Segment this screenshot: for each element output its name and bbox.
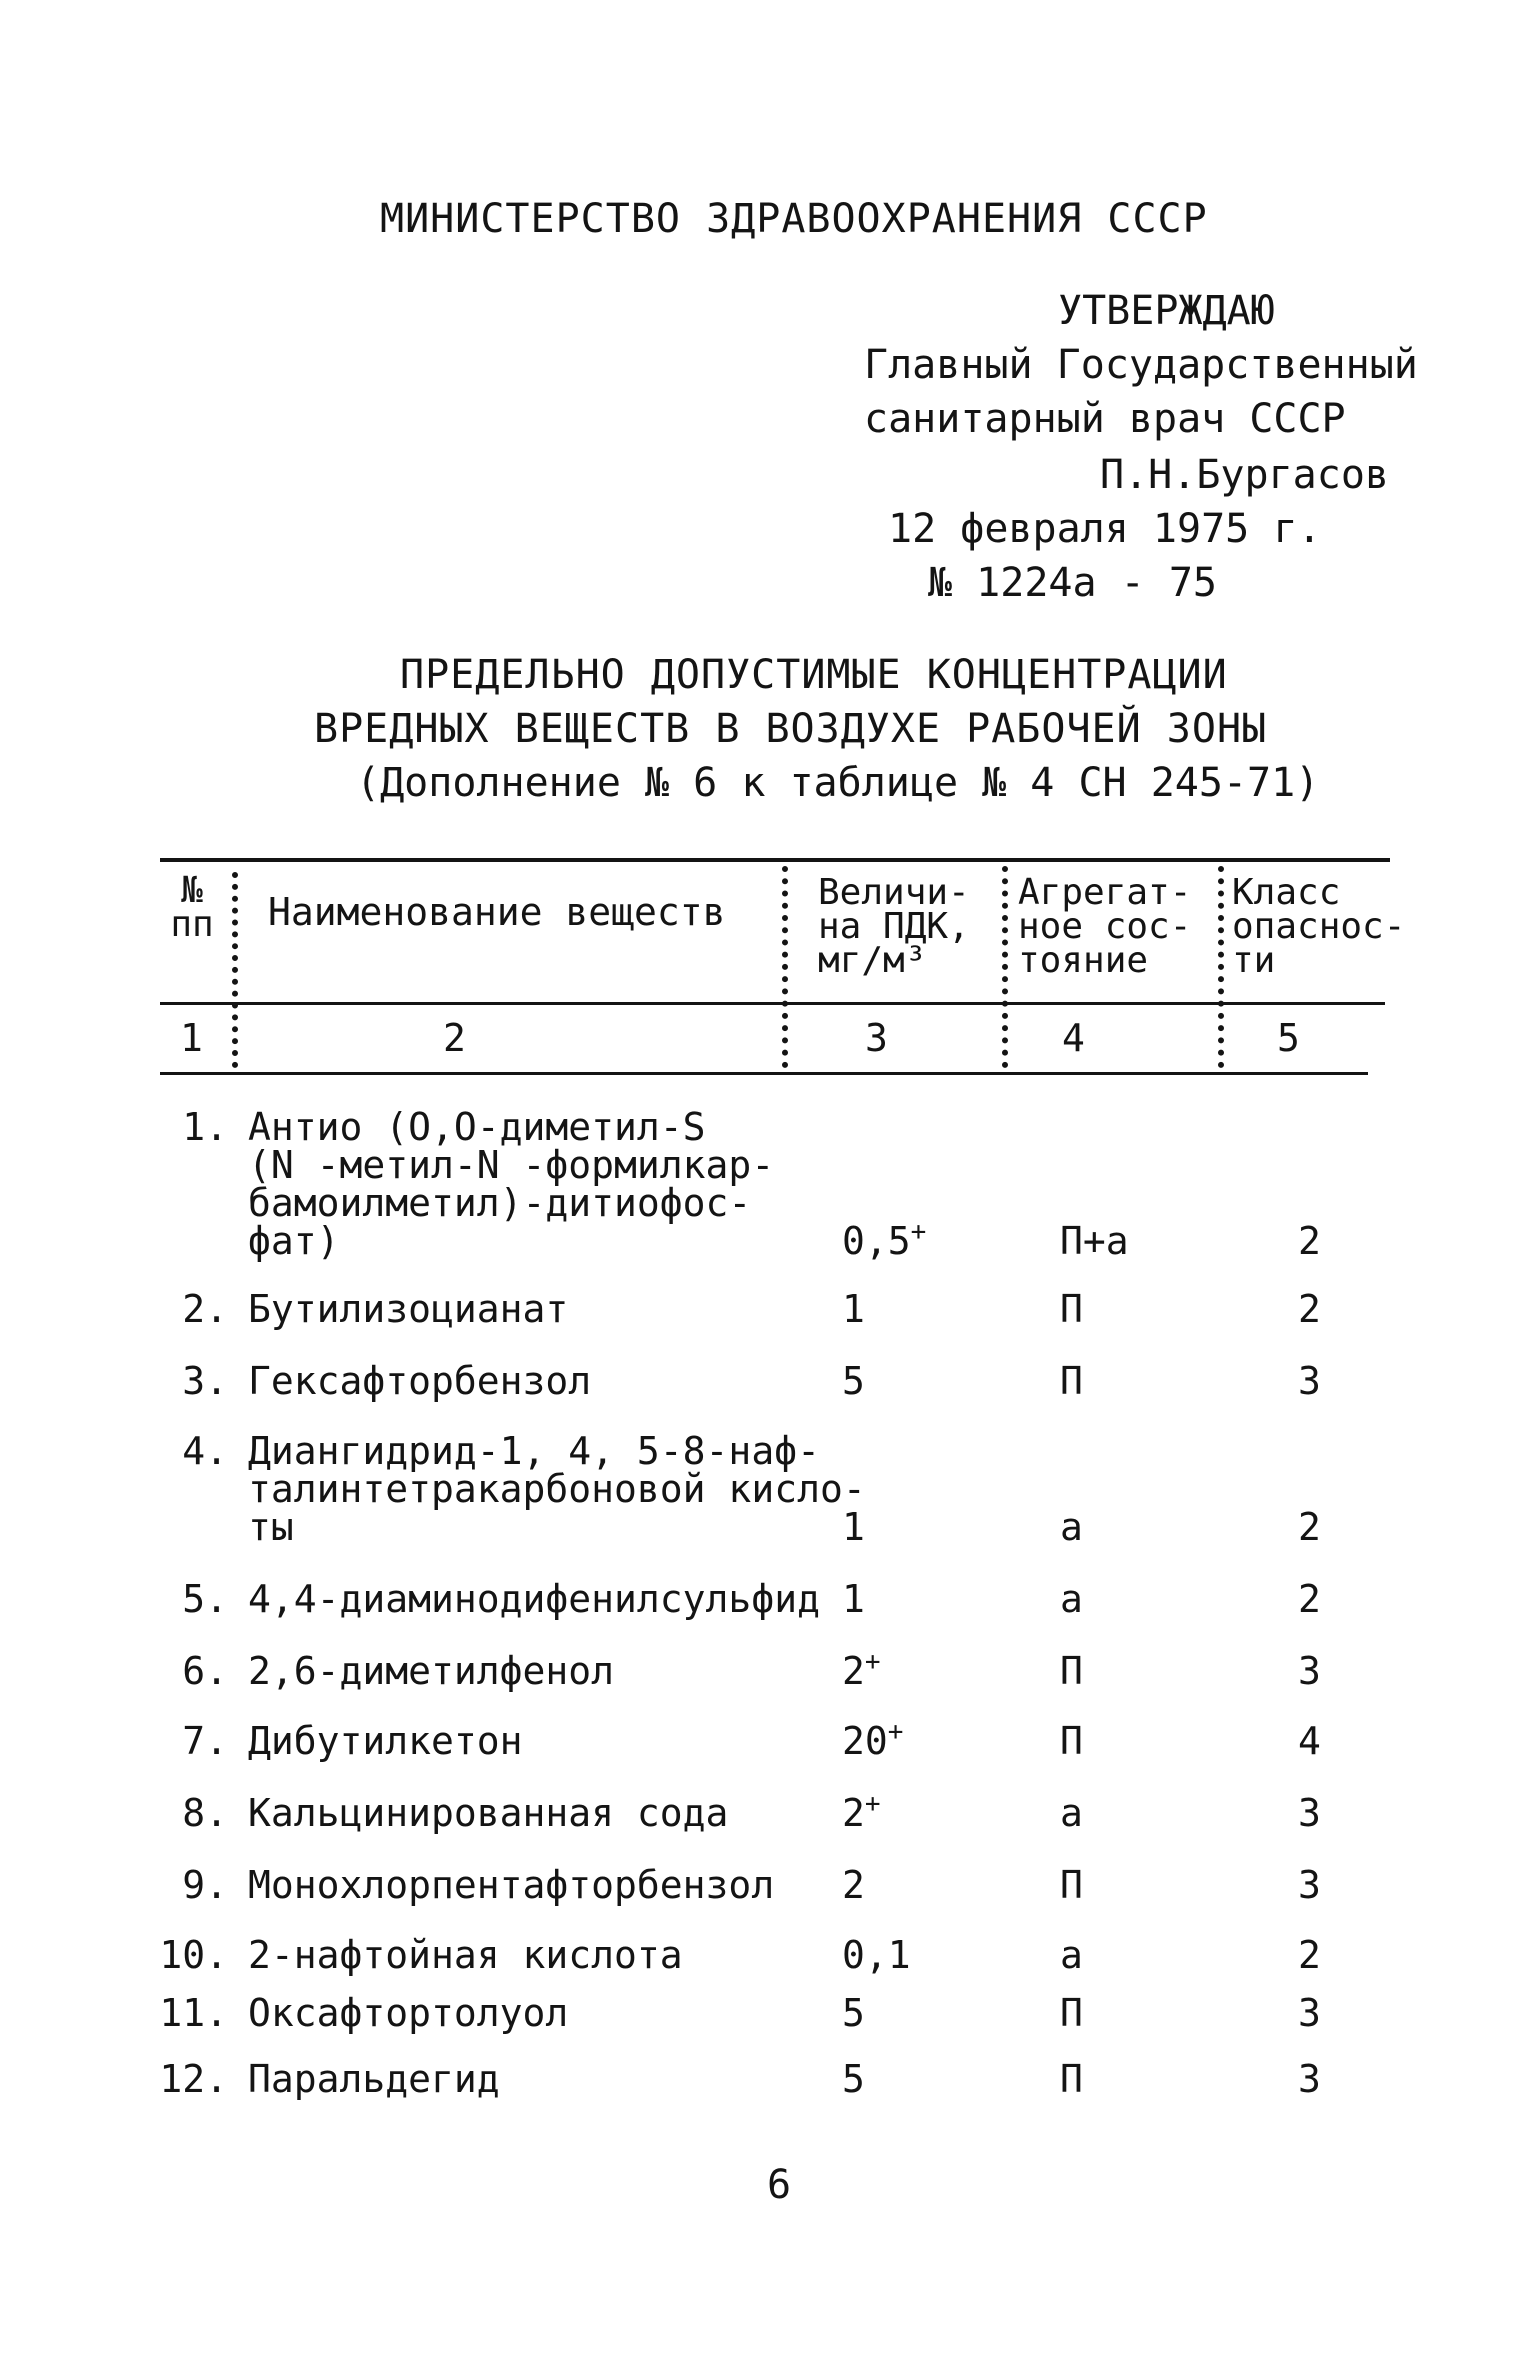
aggregate-state: а [1060,1577,1083,1621]
hazard-class: 2 [1298,1219,1321,1263]
pdk-value: 5 [842,1359,865,1403]
hazard-class: 2 [1298,1505,1321,1549]
hazard-class: 3 [1298,2057,1321,2101]
hazard-class: 3 [1298,1649,1321,1693]
document-number: № 1224а - 75 [928,560,1217,606]
pdk-value: 0,5 [842,1219,911,1263]
substance-name: Гексафторбензол [248,1359,592,1403]
hazard-class: 3 [1298,1359,1321,1403]
pdk-value: 1 [842,1577,865,1621]
pdk-value: 5 [842,2057,865,2101]
aggregate-state: П [1060,1991,1083,2035]
aggregate-state: П [1060,1649,1083,1693]
substance-name: 2,6-диметилфенол [248,1649,615,1693]
aggregate-state: а [1060,1791,1083,1835]
pdk-value-cell [842,2057,865,2101]
hazard-class: 4 [1298,1719,1321,1763]
approve-label: УТВЕРЖДАЮ [1058,288,1275,334]
pdk-mark: + [887,1717,904,1747]
header-substance-name: Наименование веществ [268,890,726,934]
column-number-1: 1 [180,1016,203,1060]
pdk-value: 2 [842,1649,865,1693]
aggregate-state: П [1060,1719,1083,1763]
pdk-value-cell [842,1577,865,1621]
pdk-value-cell [842,1505,865,1549]
page-number: 6 [767,2162,792,2208]
column-number-4: 4 [1062,1016,1085,1060]
row-number: 2. [182,1287,228,1331]
row-number: 1. [182,1105,228,1149]
hazard-class: 3 [1298,1791,1321,1835]
hazard-class: 3 [1298,1863,1321,1907]
pdk-value-cell [842,1217,927,1263]
pdk-value: 20 [842,1719,888,1763]
aggregate-state: П [1060,1287,1083,1331]
pdk-value-cell [842,1717,904,1763]
substance-name: 4,4-диаминодифенилсульфид [248,1577,820,1621]
column-separator [1002,866,1008,1068]
ministry-heading: МИНИСТЕРСТВО ЗДРАВООХРАНЕНИЯ СССР [380,196,1208,242]
pdk-value: 2 [842,1863,865,1907]
substance-name: Диангидрид-1, 4, 5-8-наф- талинтетракарбоновой кисло- ты [248,1429,866,1549]
row-number: 11. [159,1991,228,2035]
substance-name: Бутилизоцианат [248,1287,569,1331]
aggregate-state: П+а [1060,1219,1129,1263]
hazard-class: 2 [1298,1577,1321,1621]
column-number-3: 3 [865,1016,888,1060]
pdk-value-cell [842,1647,881,1693]
official-title-line2: санитарный врач СССР [864,396,1346,442]
pdk-value: 1 [842,1287,865,1331]
pdk-value-cell [842,1991,865,2035]
table-top-rule [160,858,1390,862]
pdk-value-cell [842,1789,881,1835]
pdk-value: 0,1 [842,1933,911,1977]
hazard-class: 2 [1298,1287,1321,1331]
row-number: 3. [182,1359,228,1403]
table-column-number-rule [160,1072,1368,1075]
row-number: 10. [159,1933,228,1977]
pdk-mark: + [864,1789,881,1819]
row-number: 4. [182,1429,228,1473]
column-separator [232,872,238,1068]
document-title-line1: ПРЕДЕЛЬНО ДОПУСТИМЫЕ КОНЦЕНТРАЦИИ [400,652,1228,698]
row-number: 12. [159,2057,228,2101]
pdk-value-cell [842,1359,865,1403]
pdk-mark: + [910,1217,927,1247]
aggregate-state: П [1060,1359,1083,1403]
aggregate-state: а [1060,1505,1083,1549]
hazard-class: 3 [1298,1991,1321,2035]
header-number: № пп [170,870,214,945]
row-number: 8. [182,1791,228,1835]
column-separator [782,866,788,1068]
header-pdk-value: Величи- на ПДК, мг/м³ [818,872,970,981]
substance-name: Кальцинированная сода [248,1791,729,1835]
substance-name: Оксафтортолуол [248,1991,569,2035]
aggregate-state: П [1060,1863,1083,1907]
pdk-value-cell [842,1287,865,1331]
pdk-value: 1 [842,1505,865,1549]
document-title-line2: ВРЕДНЫХ ВЕЩЕСТВ В ВОЗДУХЕ РАБОЧЕЙ ЗОНЫ [314,706,1268,752]
column-separator [1218,866,1224,1068]
aggregate-state: П [1060,2057,1083,2101]
pdk-value: 2 [842,1791,865,1835]
substance-name: Дибутилкетон [248,1719,523,1763]
substance-name: Антио (О,О-диметил-S (N -метил-N -формилкар- бамоилметил)-дитиофос- фат) [248,1105,775,1263]
pdk-value-cell [842,1933,911,1977]
aggregate-state: а [1060,1933,1083,1977]
header-hazard-class: Класс опаснос- ти [1232,872,1406,981]
approval-date: 12 февраля 1975 г. [888,506,1322,552]
substance-name: Паральдегид [248,2057,500,2101]
row-number: 9. [182,1863,228,1907]
official-title-line1: Главный Государственный [864,342,1418,388]
pdk-value-cell [842,1863,865,1907]
header-aggregate-state: Агрегат- ное сос- тояние [1018,872,1192,981]
row-number: 6. [182,1649,228,1693]
table-header-rule [160,1002,1385,1005]
substance-name: Монохлорпентафторбензол [248,1863,775,1907]
hazard-class: 2 [1298,1933,1321,1977]
signatory-name: П.Н.Бургасов [1100,452,1389,498]
column-number-5: 5 [1277,1016,1300,1060]
pdk-value: 5 [842,1991,865,2035]
row-number: 7. [182,1719,228,1763]
pdk-mark: + [864,1647,881,1677]
document-title-line3: (Дополнение № 6 к таблице № 4 СН 245-71) [356,760,1320,806]
substance-name: 2-нафтойная кислота [248,1933,683,1977]
row-number: 5. [182,1577,228,1621]
column-number-2: 2 [443,1016,466,1060]
